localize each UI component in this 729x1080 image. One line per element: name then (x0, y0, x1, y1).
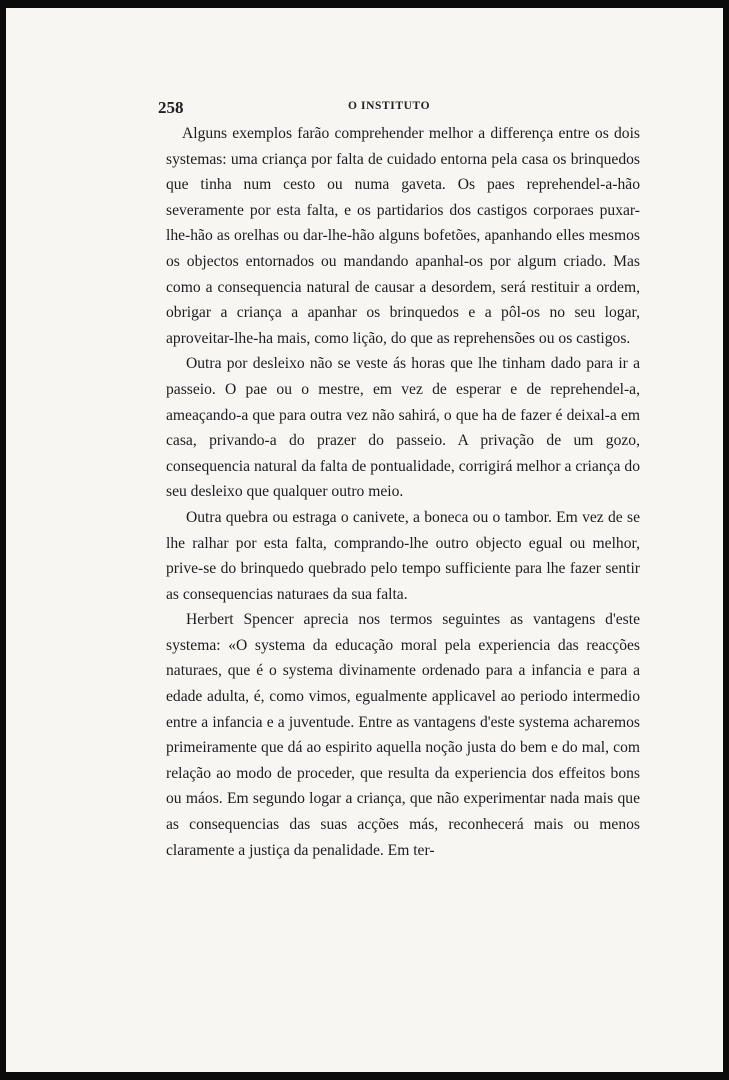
paragraph-2: Outra por desleixo não se veste ás horas que lhe tinham dado para ir a passeio. O pae ou o mestre, em vez de esperar e de reprehendel-a, ameaçando-a que para outra vez não sahirá, o que ha de fazer é deixal-a em casa, privando-a do prazer do passeio. A privação de um gozo, consequencia natural da falta de pontualidade, corrigirá melhor a criança do seu desleixo que qualquer outro meio. (166, 355, 640, 501)
paragraph-1: Alguns exemplos farão comprehender melhor a differença entre os dois systemas: uma criança por falta de cuidado entorna pela casa os brinquedos que tinha num cesto ou numa gaveta. Os paes reprehendel-a-hão severamente por esta falta, e os partidarios dos castigos corporaes puxar-lhe-hão as orelhas ou dar-lhe-hão alguns bofetões, apanhando elles mesmos os objectos entornados ou mandando apanhal-os por algum criado. Mas como a consequencia natural de causar a desordem, será restituir a ordem, obrigar a criança a apanhar os brinquedos e a pôl-os no seu logar, aproveitar-lhe-ha mais, como lição, do que as reprehensões ou os castigos. (166, 125, 640, 347)
running-title: O INSTITUTO (348, 100, 431, 112)
page-header (158, 98, 646, 120)
paragraph-4: Herbert Spencer aprecia nos termos seguintes as vantagens d'este systema: «O systema da educação moral pela experiencia das reacções naturaes, que é o systema divinamente ordenado para a infancia e para a edade adulta, é, como vimos, egualmente applicavel ao periodo intermedio entre a infancia e a juventude. Entre as vantagens d'este systema acharemos primeiramente que dá ao espirito aquella noção justa do bem e do mal, com relação ao modo de proceder, que resulta da experiencia dos effeitos bons ou máos. Em segundo logar a criança, que não experimentar nada mais que as consequencias das suas acções más, reconhecerá mais ou menos claramente a justiça da penalidade. Em ter- (166, 611, 640, 859)
paragraph-3: Outra quebra ou estraga o canivete, a boneca ou o tambor. Em vez de se lhe ralhar por esta falta, comprando-lhe outro objecto egual ou melhor, prive-se do brinquedo quebrado pelo tempo sufficiente para lhe fazer sentir as consequencias naturaes da sua falta. (166, 508, 640, 603)
body-text (166, 121, 640, 863)
page-number: 258 (158, 98, 184, 117)
